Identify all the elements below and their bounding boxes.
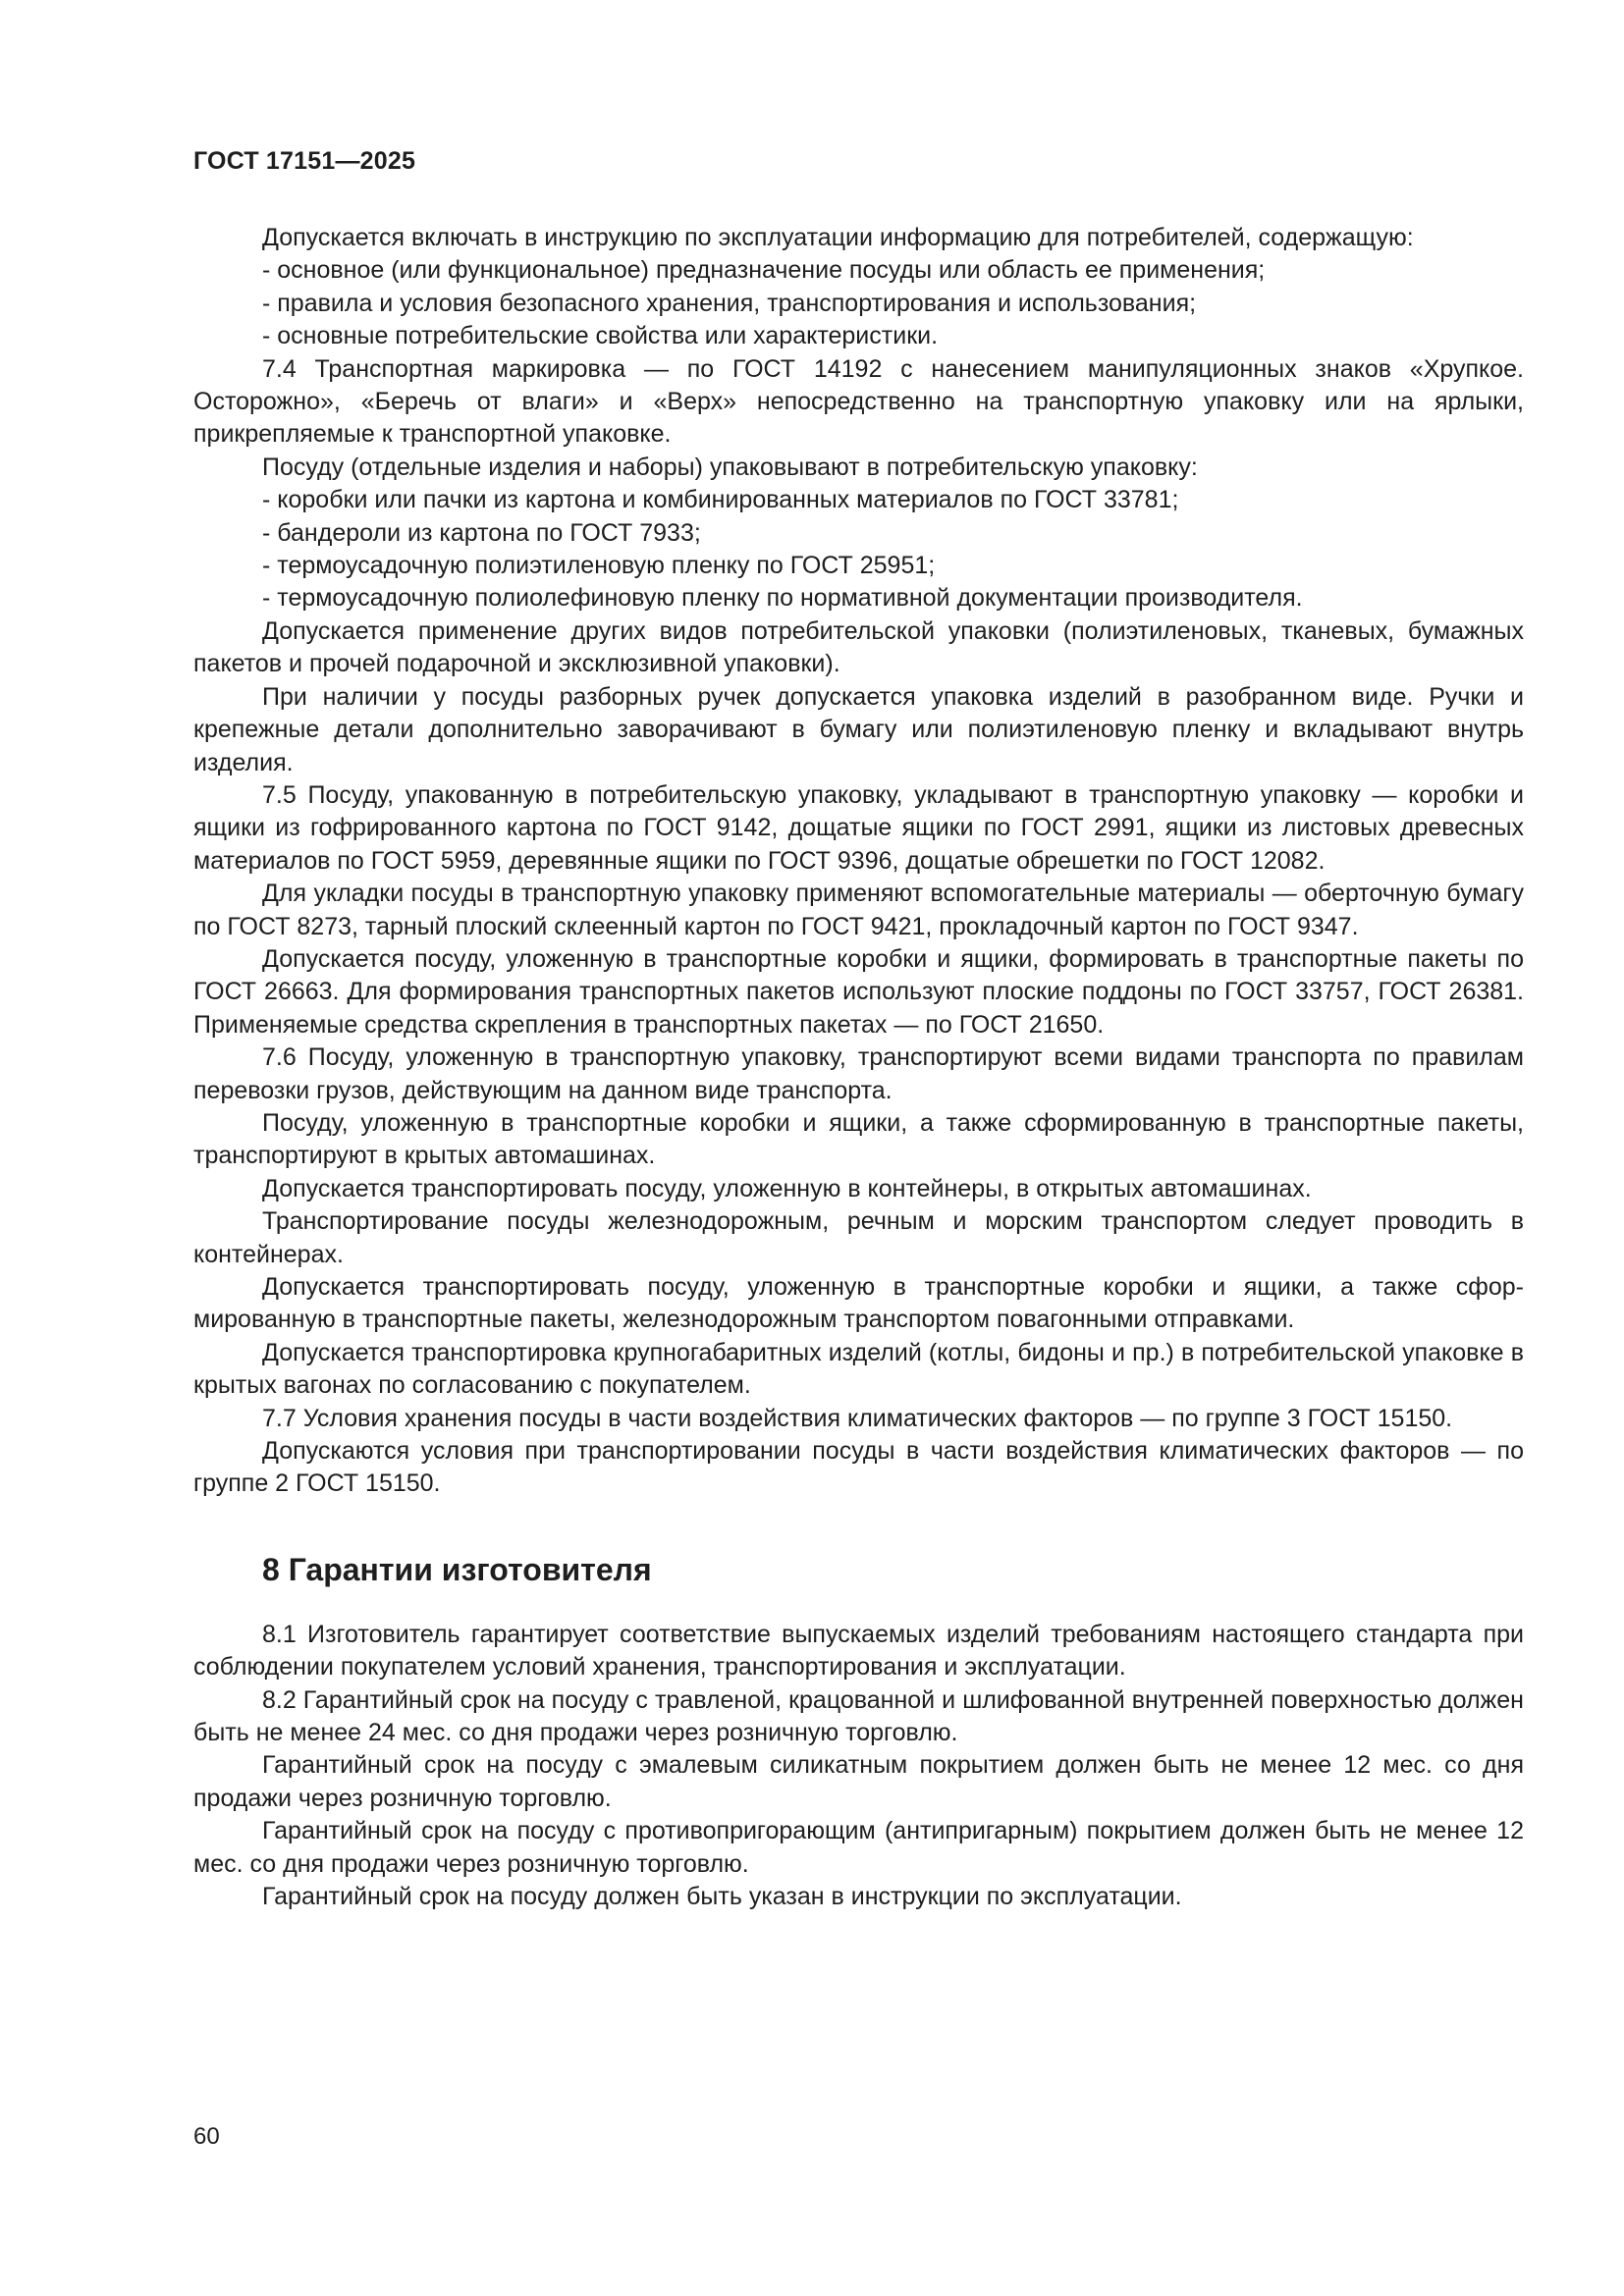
paragraph: Допускается транспортировать посуду, уложенную в контейнеры, в открытых автомашинах. [262,1174,1312,1202]
paragraph: Допускается включать в инструкцию по эксплуатации информацию для потребителей, содержащую: [262,224,1414,251]
list-item: - правила и условия безопасного хранения, транспортирования и использования; [262,289,1197,317]
clause-7-6: 7.6 Посуду, уложенную в транспортную упаковку, транспортируют всеми видами транспорта по правилам перевозки грузов, действующим на данном виде транспорта. [193,1043,1524,1104]
clause-7-7: 7.7 Условия хранения посуды в части воздействия климатических факторов — по группе 3 ГОСТ 15150. [262,1404,1453,1432]
list-item: - термоусадочную полиолефиновую пленку по нормативной документации производителя. [262,584,1303,613]
document-header: ГОСТ 17151—2025 [193,147,416,175]
page-number: 60 [193,2123,220,2150]
paragraph: Гарантийный срок на посуду с эмалевым силикатным покрытием должен быть не менее 12 мес. со дня продажи через розничную торговлю. [193,1751,1524,1812]
clause-7-4: 7.4 Транспортная маркировка — по ГОСТ 14192 с нанесением манипуляционных знаков «Хрупкое. Осторожно», «Беречь от влаги» и «Верх» непосредственно на транспортную упаковку или на ярлыки, прикрепляемые к транспортной упаковке. [193,354,1524,449]
paragraph: Допускается транспортировать посуду, уложенную в транспортные коробки и ящики, а также сформированную в транспортные пакеты, железнодорожным транспортом повагонными отправками. [193,1273,1524,1334]
paragraph: Гарантийный срок на посуду должен быть указан в инструкции по эксплуатации. [262,1883,1182,1911]
list-item: - коробки или пачки из картона и комбинированных материалов по ГОСТ 33781; [262,486,1179,514]
paragraph: Посуду, уложенную в транспортные коробки и ящики, а также сформированную в транспортные пакеты, транспортируют в крытых автомашинах. [193,1108,1524,1170]
list-item: - термоусадочную полиэтиленовую пленку по ГОСТ 25951; [262,552,936,580]
section-heading: 8 Гарантии изготовителя [262,1551,652,1587]
paragraph: Допускается посуду, уложенную в транспортные коробки и ящики, формировать в транспортные пакеты по ГОСТ 26663. Для формирования транспортных пакетов используют плоские поддоны по ГОСТ 33757, ГОСТ 26381. Применяемые средства скрепления в транспортных пакетах — по ГОСТ 21650. [193,944,1524,1039]
list-item: - бандероли из картона по ГОСТ 7933; [262,518,701,547]
list-item: - основные потребительские свойства или характеристики. [262,322,939,350]
paragraph: При наличии у посуды разборных ручек допускается упаковка изделий в разобранном виде. Ручки и крепежные детали дополнительно заворачивают в бумагу или полиэтиленовую пленку и вкладывают внутрь изделия. [193,682,1524,776]
clause-7-5: 7.5 Посуду, упакованную в потребительскую упаковку, укладывают в транспортную упаковку — коробки и ящики из гофрированного картона по ГОСТ 9142, дощатые ящики по ГОСТ 2991, ящики из листовых древесных материалов по ГОСТ 5959, деревянные ящики по ГОСТ 9396, дощатые обрешетки по ГОСТ 12082. [193,780,1524,875]
paragraph: Транспортирование посуды железнодорожным, речным и морским транспортом следует проводить в контейнерах. [193,1207,1524,1268]
paragraph: Для укладки посуды в транспортную упаковку применяют вспомогательные материалы — оберточную бумагу по ГОСТ 8273, тарный плоский склеенный картон по ГОСТ 9421, прокладочный картон по ГОСТ 9347. [193,880,1524,940]
clause-8-2: 8.2 Гарантийный срок на посуду с травленой, крацованной и шлифованной внутренней поверхностью должен быть не менее 24 мес. со дня продажи через розничную торговлю. [193,1685,1524,1747]
paragraph: Допускается применение других видов потребительской упаковки (полиэтиленовых, тканевых, бумажных пакетов и прочей подарочной и эксклюзивной упаковки). [193,616,1524,678]
document-body [193,222,1524,1914]
paragraph: Допускается транспортировка крупногабаритных изделий (котлы, бидоны и пр.) в потребительской упаковке в крытых вагонах по согласованию с покупателем. [193,1338,1524,1400]
list-item: - основное (или функциональное) предназначение посуды или область ее применения; [262,256,1266,285]
section-7-content [193,222,1524,1501]
paragraph: Посуду (отдельные изделия и наборы) упаковывают в потребительскую упаковку: [262,453,1198,481]
paragraph: Гарантийный срок на посуду с противопригорающим (антипригарным) покрытием должен быть не менее 12 мес. со дня продажи через розничную торговлю. [193,1817,1524,1878]
clause-8-1: 8.1 Изготовитель гарантирует соответствие выпускаемых изделий требованиям настоящего стандарта при соблюдении покупателем условий хранения, транспортирования и эксплуатации. [193,1620,1524,1682]
section-8 [193,1550,1524,1914]
paragraph: Допускаются условия при транспортировании посуды в части воздействия климатических факторов — по группе 2 ГОСТ 15150. [193,1437,1524,1498]
